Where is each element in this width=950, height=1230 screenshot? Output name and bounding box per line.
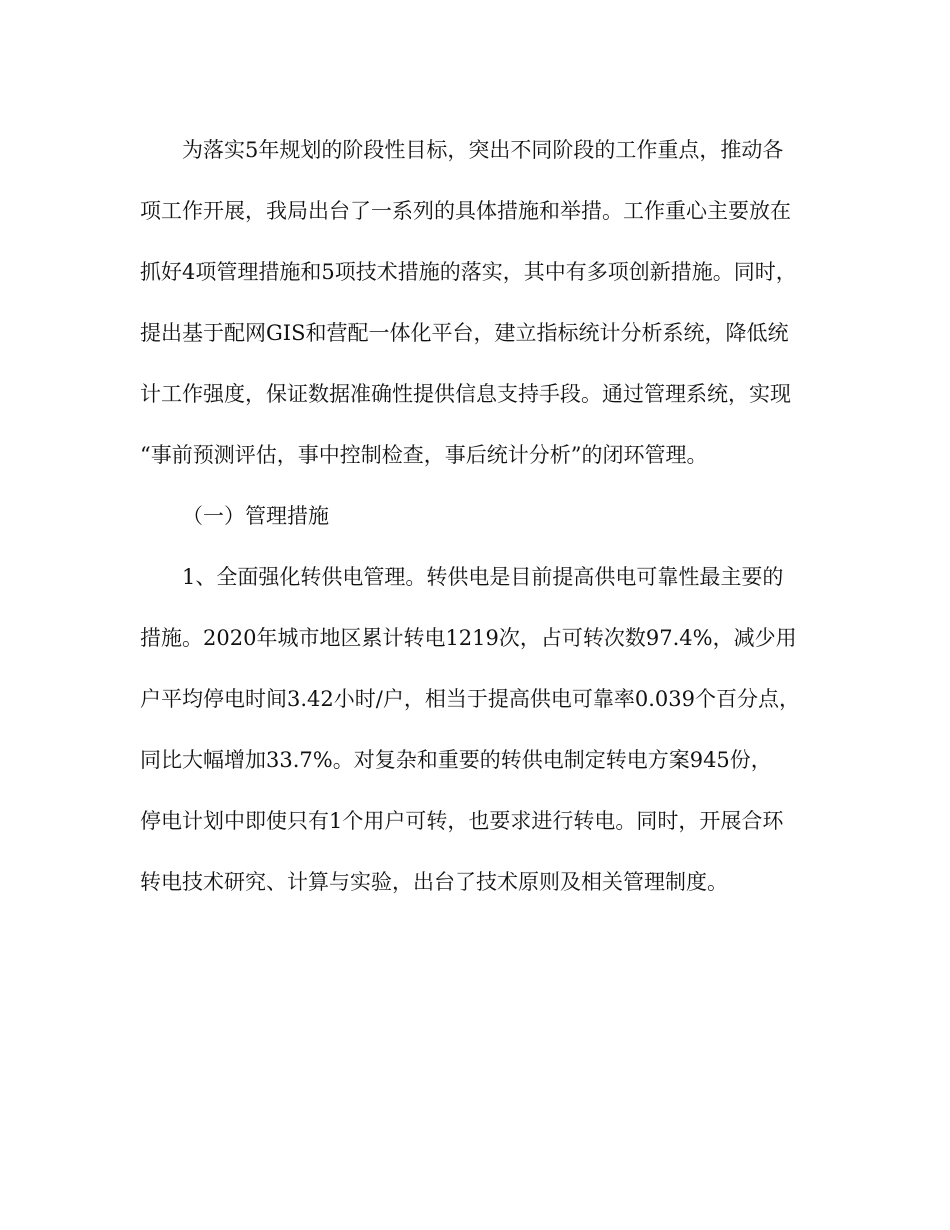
text-line: 措施。2020年城市地区累计转电1219次，占可转次数97.4%，减少用	[140, 626, 797, 650]
text-line: 项工作开展，我局出台了一系列的具体措施和举措。工作重心主要放在	[140, 199, 791, 223]
text-line: 为落实5年规划的阶段性目标，突出不同阶段的工作重点，推动各	[182, 138, 784, 162]
text-line: 转电技术研究、计算与实验，出台了技术原则及相关管理制度。	[140, 870, 728, 894]
text-line: 提出基于配网GIS和营配一体化平台，建立指标统计分析系统，降低统	[140, 321, 789, 345]
text-line: 抓好4项管理措施和5项技术措施的落实，其中有多项创新措施。同时，	[140, 260, 797, 284]
text-line: 计工作强度，保证数据准确性提供信息支持手段。通过管理系统，实现	[140, 382, 791, 406]
text-line: “事前预测评估，事中控制检查，事后统计分析”的闭环管理。	[140, 443, 708, 467]
section-heading: （一）管理措施	[182, 504, 329, 528]
paragraph-intro	[140, 138, 830, 504]
text-line: 1、全面强化转供电管理。转供电是目前提高供电可靠性最主要的	[182, 565, 784, 589]
text-line: 同比大幅增加33.7%。对复杂和重要的转供电制定转电方案945份，	[140, 748, 772, 772]
text-line: 停电计划中即使只有1个用户可转，也要求进行转电。同时，开展合环	[140, 809, 784, 833]
text-line: 户平均停电时间3.42小时/户，相当于提高供电可靠率0.039个百分点，	[140, 687, 800, 711]
paragraph-transfer-supply	[140, 565, 830, 931]
